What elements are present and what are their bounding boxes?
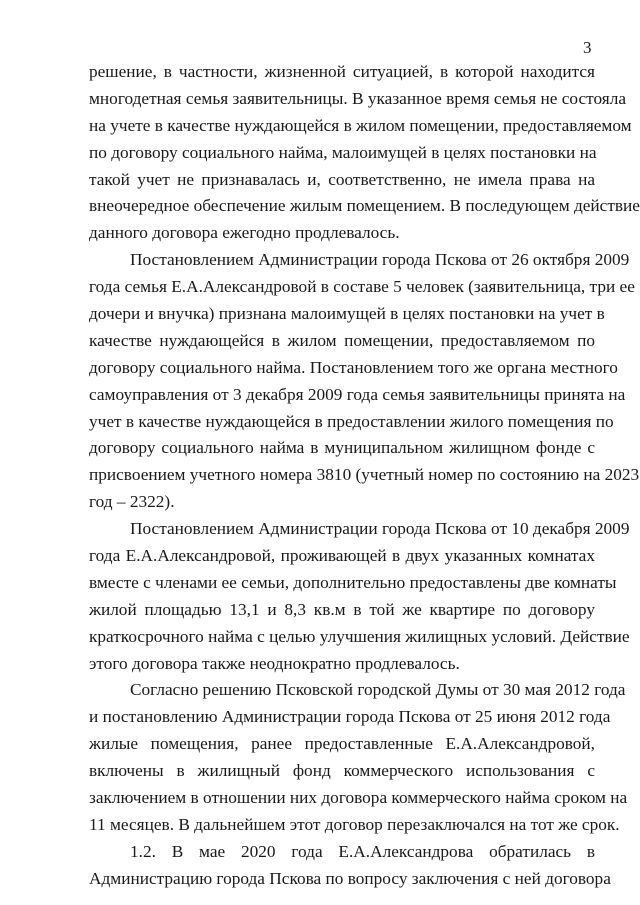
text-line: 11 месяцев. В дальнейшем этот договор перезаключался на тот же срок. [89,814,620,834]
text-line: решение, в частности, жизненной ситуацией, в которой находится [89,62,595,81]
text-line: жилой площадью 13,1 и 8,3 кв.м в той же квартире по договору [89,599,595,619]
text-line: учет в качестве нуждающейся в предоставлении жилого помещения по [89,411,614,431]
text-line: присвоением учетного номера 3810 (учетный номер по состоянию на 2023 [89,465,640,485]
text-line: этого договора также неоднократно продлевалось. [89,653,460,673]
text-line: внеочередное обеспечение жилым помещением. В последующем действие [89,196,640,216]
text-line: данного договора ежегодно продлевалось. [89,223,400,243]
text-line: год – 2322). [89,492,175,512]
text-line: по договору социального найма, малоимущей в целях постановки на [89,142,597,162]
text-line: Согласно решению Псковской городской Думы от 30 мая 2012 года [130,680,626,700]
text-line: года семья Е.А.Александровой в составе 5 человек (заявительница, три ее [89,277,635,297]
text-line: Постановлением Администрации города Пскова от 10 декабря 2009 [130,519,630,539]
text-line: многодетная семья заявительницы. В указанное время семья не состояла [89,88,627,108]
page-number: 3 [583,38,592,57]
text-line: 1.2. В мае 2020 года Е.А.Александрова обратилась в [130,841,595,861]
text-line: вместе с членами ее семьи, дополнительно предоставлены две комнаты [89,572,617,592]
text-line: Администрацию города Пскова по вопросу заключения с ней договора [89,868,611,888]
text-line: на учете в качестве нуждающейся в жилом помещении, предоставляемом [89,115,632,135]
document-body [89,59,640,893]
text-line: договору социального найма в муниципальном жилищном фонде с [89,438,595,458]
text-line: дочери и внучка) признана малоимущей в целях постановки на учет в [89,304,605,324]
text-line: жилые помещения, ранее предоставленные Е.А.Александровой, [89,734,595,754]
text-line: самоуправления от 3 декабря 2009 года семья заявительницы принята на [89,384,626,404]
text-line: года Е.А.Александровой, проживающей в двух указанных комнатах [89,546,595,566]
text-line: договору социального найма. Постановлением того же органа местного [89,357,618,377]
text-line: включены в жилищный фонд коммерческого использования с [89,761,595,781]
text-line: качестве нуждающейся в жилом помещении, предоставляемом по [89,330,595,350]
text-line: заключением в отношении них договора коммерческого найма сроком на [89,788,628,808]
text-line: и постановлению Администрации города Пскова от 25 июня 2012 года [89,707,611,727]
text-line: такой учет не признавалась и, соответственно, не имела права на [89,169,595,189]
text-line: краткосрочного найма с целью улучшения жилищных условий. Действие [89,626,630,646]
text-line: Постановлением Администрации города Пскова от 26 октября 2009 [130,250,630,270]
